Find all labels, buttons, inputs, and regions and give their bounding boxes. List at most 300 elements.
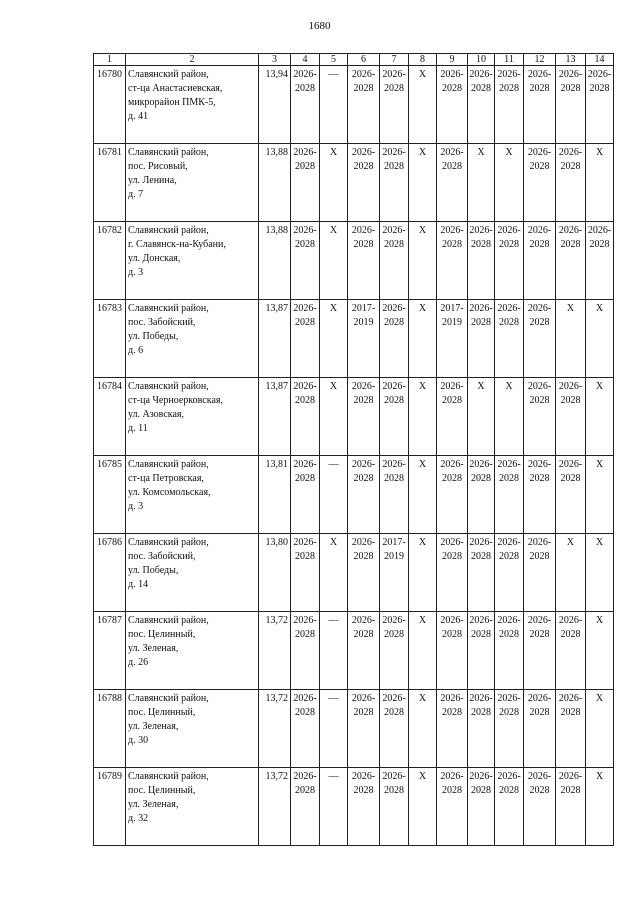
period-cell [291,690,320,768]
period-text: Х [418,147,427,158]
address-cell [126,378,259,456]
period-text: 2028 [384,707,404,718]
period-text: 2026- [293,693,317,704]
table-row [94,612,614,690]
period-cell [409,222,437,300]
period-text: 2028 [295,161,315,172]
period-text: 2028 [471,317,491,328]
table-row [94,66,614,144]
address-line: ул. Комсомольская, [128,487,211,498]
period-text: 2028 [442,473,462,484]
period-text: 2026- [382,693,406,704]
address-line: Славянский район, [128,303,209,314]
address-line: Славянский район, [128,381,209,392]
column-header: 2 [126,54,259,66]
period-text: 2028 [499,551,519,562]
address-line: ул. Зеленая, [128,721,179,732]
period-cell [348,144,380,222]
period-cell [524,612,556,690]
period-cell [586,768,614,846]
column-header: 11 [495,54,524,66]
table-row [94,768,614,846]
period-text: 2026- [440,771,464,782]
period-cell [437,768,468,846]
table-row [94,300,614,378]
period-text: 2028 [471,785,491,796]
period-text: 2026- [351,381,376,392]
address-line: д. 30 [128,735,149,746]
period-cell [348,378,380,456]
period-text: 2028 [529,83,550,94]
period-cell [380,534,409,612]
period-text: 2026- [351,537,376,548]
period-cell [380,378,409,456]
value-cell: 13,72 [259,768,291,846]
period-text: 2026- [351,771,376,782]
period-text: 2026- [351,615,376,626]
period-cell [468,378,495,456]
period-text: 2028 [499,239,519,250]
period-cell [409,534,437,612]
period-text: 2028 [353,785,374,796]
period-text: — [328,771,339,782]
period-cell [586,144,614,222]
period-text: 2026- [351,69,376,80]
period-cell [524,534,556,612]
period-cell [556,66,586,144]
period-text: 2028 [442,239,462,250]
period-cell [409,612,437,690]
period-text: 2028 [499,629,519,640]
address-line: ул. Ленина, [128,175,177,186]
period-text: 2026- [527,615,552,626]
period-text: Х [329,147,338,158]
period-cell [291,612,320,690]
address-line: ул. Донская, [128,253,181,264]
address-line: пос. Забойский, [128,317,196,328]
address-line: д. 32 [128,813,149,824]
period-cell [291,378,320,456]
period-cell [468,768,495,846]
period-text: Х [329,381,338,392]
period-text: 2026- [527,303,552,314]
period-text: 2026- [440,225,464,236]
period-text: 2028 [471,473,491,484]
period-cell [586,300,614,378]
period-text: Х [418,381,427,392]
period-text: 2026- [351,147,376,158]
address-cell [126,456,259,534]
address-line: ст-ца Черноерковская, [128,395,223,406]
column-header: 4 [291,54,320,66]
period-text: 2028 [560,395,581,406]
period-cell [437,690,468,768]
period-cell [409,300,437,378]
period-cell [320,768,348,846]
period-text: 2026- [497,459,521,470]
period-text: 2026- [527,459,552,470]
address-line: Славянский район, [128,615,209,626]
period-text: 2028 [442,785,462,796]
address-line: д. 11 [128,423,148,434]
period-text: 2026- [469,693,493,704]
period-text: 2028 [295,629,315,640]
period-text: Х [566,303,575,314]
period-text: 2026- [469,615,493,626]
period-text: 2028 [529,161,550,172]
value-cell: 13,72 [259,690,291,768]
period-cell [468,612,495,690]
period-cell [586,690,614,768]
period-text: 2026- [440,147,464,158]
period-text: 2026- [382,381,406,392]
period-cell [320,612,348,690]
address-cell [126,534,259,612]
period-text: 2026- [497,693,521,704]
table-row [94,144,614,222]
address-line: Славянский район, [128,537,209,548]
period-text: 2026- [527,147,552,158]
period-text: 2026- [382,225,406,236]
period-text: 2028 [442,161,462,172]
period-text: 2028 [499,317,519,328]
table-row [94,456,614,534]
period-text: 2028 [295,239,315,250]
address-line: микрорайон ПМК-5, [128,97,216,108]
period-cell [348,534,380,612]
period-cell [468,66,495,144]
period-cell [556,456,586,534]
period-cell [524,768,556,846]
period-cell [380,456,409,534]
period-text: 2026- [558,615,583,626]
period-cell [380,144,409,222]
period-text: 2028 [499,473,519,484]
row-number: 16789 [94,768,126,846]
period-cell [495,612,524,690]
period-text: 2026- [382,147,406,158]
column-header: 5 [320,54,348,66]
period-cell [586,456,614,534]
period-text: 2028 [529,317,550,328]
period-cell [556,690,586,768]
period-text: — [328,615,339,626]
period-cell [320,144,348,222]
period-cell [468,690,495,768]
period-text: 2019 [353,317,374,328]
column-header: 8 [409,54,437,66]
row-number: 16785 [94,456,126,534]
period-text: 2028 [529,629,550,640]
period-text: 2028 [384,629,404,640]
period-text: 2028 [560,785,581,796]
period-cell [437,378,468,456]
address-cell [126,222,259,300]
period-cell [437,144,468,222]
period-cell [468,144,495,222]
address-cell [126,768,259,846]
column-header: 12 [524,54,556,66]
period-text: Х [595,303,604,314]
period-text: 2026- [558,459,583,470]
period-text: Х [595,615,604,626]
address-cell [126,690,259,768]
period-cell [380,768,409,846]
period-text: Х [418,771,427,782]
address-line: ул. Победы, [128,565,179,576]
period-text: 2026- [469,303,493,314]
period-cell [495,768,524,846]
period-text: 2028 [384,161,404,172]
address-line: ул. Зеленая, [128,643,179,654]
value-cell: 13,80 [259,534,291,612]
period-text: 2028 [589,83,610,94]
period-text: 2028 [471,707,491,718]
address-line: пос. Целинный, [128,629,196,640]
period-cell [495,300,524,378]
period-text: 2028 [384,785,404,796]
period-cell [524,690,556,768]
period-text: Х [418,225,427,236]
period-text: 2026- [558,693,583,704]
period-text: 2028 [471,83,491,94]
address-cell [126,66,259,144]
period-text: 2028 [560,239,581,250]
table-header-row [94,54,614,66]
table-row [94,690,614,768]
period-text: Х [595,537,604,548]
value-cell: 13,88 [259,144,291,222]
row-number: 16781 [94,144,126,222]
page-number: 1680 [308,20,331,32]
period-cell [437,534,468,612]
period-cell [586,534,614,612]
period-cell [437,612,468,690]
period-text: 2028 [295,707,315,718]
period-text: 2028 [499,785,519,796]
period-text: Х [595,459,604,470]
period-cell [348,66,380,144]
period-text: 2028 [529,473,550,484]
row-number: 16787 [94,612,126,690]
period-text: — [328,693,339,704]
period-text: Х [595,147,604,158]
period-cell [556,144,586,222]
period-text: 2026- [382,459,406,470]
period-text: Х [595,771,604,782]
address-line: д. 3 [128,267,144,278]
period-text: 2026- [293,381,317,392]
row-number: 16780 [94,66,126,144]
value-cell: 13,81 [259,456,291,534]
address-cell [126,612,259,690]
address-line: Славянский район, [128,771,209,782]
period-cell [524,222,556,300]
period-text: 2026- [293,147,317,158]
table-row [94,378,614,456]
period-cell [495,66,524,144]
period-text: 2026- [469,771,493,782]
period-cell [320,66,348,144]
period-text: 2026- [293,771,317,782]
period-text: 2026- [527,225,552,236]
period-cell [291,768,320,846]
period-text: 2026- [497,537,521,548]
period-text: 2019 [442,317,462,328]
period-cell [437,300,468,378]
address-line: Славянский район, [128,459,209,470]
period-text: 2026- [382,69,406,80]
period-text: 2026- [440,381,464,392]
period-text: 2026- [469,537,493,548]
period-cell [291,144,320,222]
period-text: 2028 [353,395,374,406]
period-text: 2028 [560,473,581,484]
period-text: 2028 [471,239,491,250]
address-line: пос. Забойский, [128,551,196,562]
value-cell: 13,88 [259,222,291,300]
period-text: — [328,459,339,470]
period-text: 2026- [440,69,464,80]
address-line: ст-ца Анастасиевская, [128,83,223,94]
period-text: 2028 [384,83,404,94]
period-text: 2026- [382,303,406,314]
period-cell [437,222,468,300]
period-text: 2028 [529,395,550,406]
period-cell [320,378,348,456]
period-text: 2019 [384,551,404,562]
period-cell [320,456,348,534]
period-cell [348,768,380,846]
address-cell [126,144,259,222]
period-text: 2028 [353,707,374,718]
period-cell [524,300,556,378]
period-text: 2026- [497,771,521,782]
period-text: 2028 [471,551,491,562]
period-cell [524,66,556,144]
period-text: 2028 [442,707,462,718]
period-text: Х [329,225,338,236]
period-cell [380,612,409,690]
period-cell [524,378,556,456]
period-cell [291,300,320,378]
period-cell [320,690,348,768]
period-text: 2026- [558,147,583,158]
period-text: 2028 [529,785,550,796]
period-text: Х [418,303,427,314]
period-text: 2026- [558,69,583,80]
period-cell [291,222,320,300]
address-line: д. 26 [128,657,149,668]
period-text: 2028 [442,629,462,640]
period-text: 2026- [558,771,583,782]
period-text: 2026- [293,225,317,236]
period-cell [468,300,495,378]
period-text: 2028 [295,395,315,406]
period-text: Х [329,303,338,314]
period-cell [348,222,380,300]
period-text: Х [505,381,513,392]
period-cell [556,300,586,378]
period-text: 2026- [587,225,612,236]
period-cell [291,534,320,612]
column-header: 14 [586,54,614,66]
table-row [94,222,614,300]
period-text: 2028 [442,551,462,562]
period-text: 2026- [497,225,521,236]
address-line: ул. Победы, [128,331,179,342]
period-text: 2026- [469,459,493,470]
period-text: 2017- [382,537,406,548]
period-text: 2028 [560,83,581,94]
period-cell [348,456,380,534]
period-text: 2026- [527,771,552,782]
period-cell [348,690,380,768]
period-text: 2028 [589,239,610,250]
address-line: ул. Азовская, [128,409,185,420]
column-header: 9 [437,54,468,66]
period-text: 2028 [499,707,519,718]
period-text: 2028 [295,551,315,562]
period-cell [495,534,524,612]
period-text: Х [595,381,604,392]
period-text: 2028 [529,707,550,718]
period-text: 2026- [527,381,552,392]
column-header: 7 [380,54,409,66]
address-line: Славянский район, [128,69,209,80]
period-cell [524,144,556,222]
period-text: Х [477,147,485,158]
period-text: 2028 [529,551,550,562]
period-text: 2028 [353,629,374,640]
period-text: 2017- [440,303,464,314]
period-cell [380,222,409,300]
period-cell [468,456,495,534]
column-header: 10 [468,54,495,66]
column-header: 1 [94,54,126,66]
period-text: Х [329,537,338,548]
period-cell [437,456,468,534]
period-text: 2028 [442,395,462,406]
period-text: 2026- [440,693,464,704]
period-text: 2026- [293,303,317,314]
period-text: 2026- [469,225,493,236]
period-text: Х [418,459,427,470]
period-text: 2028 [353,83,374,94]
period-text: 2028 [560,161,581,172]
period-cell [495,456,524,534]
period-text: 2028 [499,83,519,94]
period-text: Х [418,537,427,548]
address-line: г. Славянск-на-Кубани, [128,239,226,250]
row-number: 16788 [94,690,126,768]
period-cell [556,222,586,300]
period-text: 2028 [295,473,315,484]
period-text: Х [566,537,575,548]
period-text: 2026- [382,771,406,782]
period-text: 2026- [382,615,406,626]
period-text: 2028 [384,317,404,328]
address-line: д. 14 [128,579,149,590]
column-header: 3 [259,54,291,66]
address-line: пос. Целинный, [128,707,196,718]
period-cell [409,144,437,222]
period-text: 2026- [527,693,552,704]
period-text: Х [505,147,513,158]
period-text: Х [418,69,427,80]
value-cell: 13,72 [259,612,291,690]
address-line: д. 41 [128,111,149,122]
